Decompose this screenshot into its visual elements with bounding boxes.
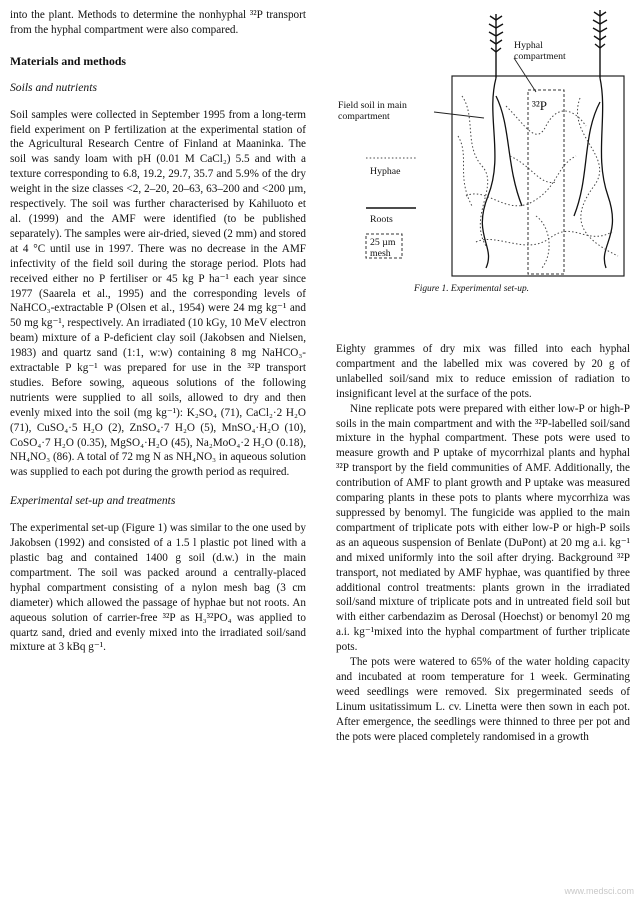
right-column [336,342,630,744]
subsection-heading-setup: Experimental set-up and treatments [10,494,176,508]
hyphae [458,96,618,268]
label-hyphal-compartment: Hyphal compartment [514,40,566,62]
legend-roots-label: Roots [370,214,393,225]
right-paragraph-3: The pots were watered to 65% of the water holding capacity and incubated at room temperature for 1 week. Germinating weed seedlings were removed. Six pregerminated seeds of Linum usitatissimum L. cv. Linetta were then sown in each pot. After emergence, the seedlings were thinned to three per pot and the pots were placed completely randomised in a growth [336,656,630,743]
soils-paragraph: Soil samples were collected in September 1995 from a long-term field experiment on P fertilization at the experimental station of the Agricultural Research Centre of Finland at Maaninka. The soil was sandy loam with pH (0.01 M CaCl₂) 5.5 and with a texture corresponding to 6.8, 19.2, 29.7, 35.7 and 5.9% of the dry weight in the size classes <2, 2–20, 20–63, 63–200 and <200 µm, respectively. The soil was further characterised by Kahiluoto et al. (1999) and the AMF were identified (to be published separately). The samples were air-dried, sieved (2 mm) and stored at 4 °C until use in 1997. There was no decrease in the AMF infectivity of the field soil during the storage period. Plots had received either no P fertiliser or 45 kg P ha⁻¹ each year since 1977 (Saarela et al., 1995) and the corresponding levels of NaHCO₃-extractable P (Olsen et al., 1954) were 24 mg kg⁻¹ and 50 mg kg⁻¹, respectively. An irradiated (10 kGy, 10 MeV electron beam) mixture of a P-deficient clay soil (Jakobsen and Nielsen, 1983) and quartz sand (1:1, w:w) containing 8 mg NaHCO₃-extractable P kg⁻¹ was prepared for use in the ³²P transport studies. Before sowing, aqueous solutions of the following nutrients were supplied to all soils, allowed to dry and then evenly mixed into the soil (mg kg⁻¹): K₂SO₄ (71), CaCl₂·2 H₂O (71), CuSO₄·5 H₂O (2), ZnSO₄·7 H₂O (5), MnSO₄·H₂O (10), CoSO₄·7 H₂O (0.35), MgSO₄·H₂O (45), Na₂MoO₄·2 H₂O (0.18), NH₄NO₃ (86). A total of 72 mg N as NH₄NO₃ in aqueous solution was supplied to each pot during the growth period as required. [10,108,306,479]
roots [482,78,612,268]
left-column [10,8,306,655]
section-heading-materials-methods: Materials and methods [10,53,126,68]
setup-paragraph: The experimental set-up (Figure 1) was similar to the one used by Jakobsen (1992) and consisted of a 1.5 l plastic pot lined with a plastic bag and contained 1400 g soil (d.w.) in the main compartment. The soil was packed around a centrally-placed hyphal compartment consisting of a nylon mesh bag (3 cm diameter) which allowed the passage of hyphae but not roots. An aqueous solution of carrier-free ³²P as H₃³²PO₄ was applied to quartz sand, dried and evenly mixed into the irradiated soil/sand mixture at 3 kBq g⁻¹. [10,522,306,654]
field-soil-arrow [434,112,484,118]
right-paragraph-2: Nine replicate pots were prepared with either low-P or high-P soils in the main compartment and with the ³²P-labelled soil/sand mixture in the hyphal compartment. These pots were used to measure growth and P uptake of mycorrhizal plants and hyphal ³²P transport by the field communities of AMF. Additionally, the contribution of AMF to plant growth and P uptake was measured comparing plants in these pots to plants where mycorrhiza was suppressed by benomyl. The fungicide was applied to the main compartment of triplicate pots with either low-P or high-P soils as an aqueous suspension of Benlate (DuPont) at 20 mg a.i. kg⁻¹ and mixed uniformly into the soil after drying. Background ³²P transport, not mediated by AMF hyphae, was quantified by three additional control treatments: plants grown in the irradiated soil/sand mixture of triplicate pots and in untreated field soil but with either carbendazim as Derosal (Hoechst) or benomyl 20 mg a.i. kg⁻¹mixed into the hyphal compartment of further triplicate pots. [336,402,630,654]
right-paragraph-1: Eighty grammes of dry mix was filled into each hyphal compartment and the labelled mix was covered by 20 g of unlabelled soil/sand mix to reduce emission of radiation to insignificant level at the surface of the pots. [336,343,630,400]
hyphal-compartment-mesh [528,90,564,274]
label-p32: ³²P [532,98,548,113]
legend-mesh-label: 25 µm mesh [370,237,396,259]
watermark: www.medsci.com [564,886,634,896]
figure-1 [336,6,630,306]
hyphal-compartment-arrow [514,58,536,92]
subsection-heading-soils: Soils and nutrients [10,80,97,94]
intro-paragraph: into the plant. Methods to determine the nonhyphal ³²P transport from the hyphal compartment were also compared. [10,9,306,36]
label-field-soil: Field soil in main compartment [338,100,407,122]
figure-caption: Figure 1. Experimental set-up. [414,284,529,294]
legend-hyphae-label: Hyphae [370,166,401,177]
